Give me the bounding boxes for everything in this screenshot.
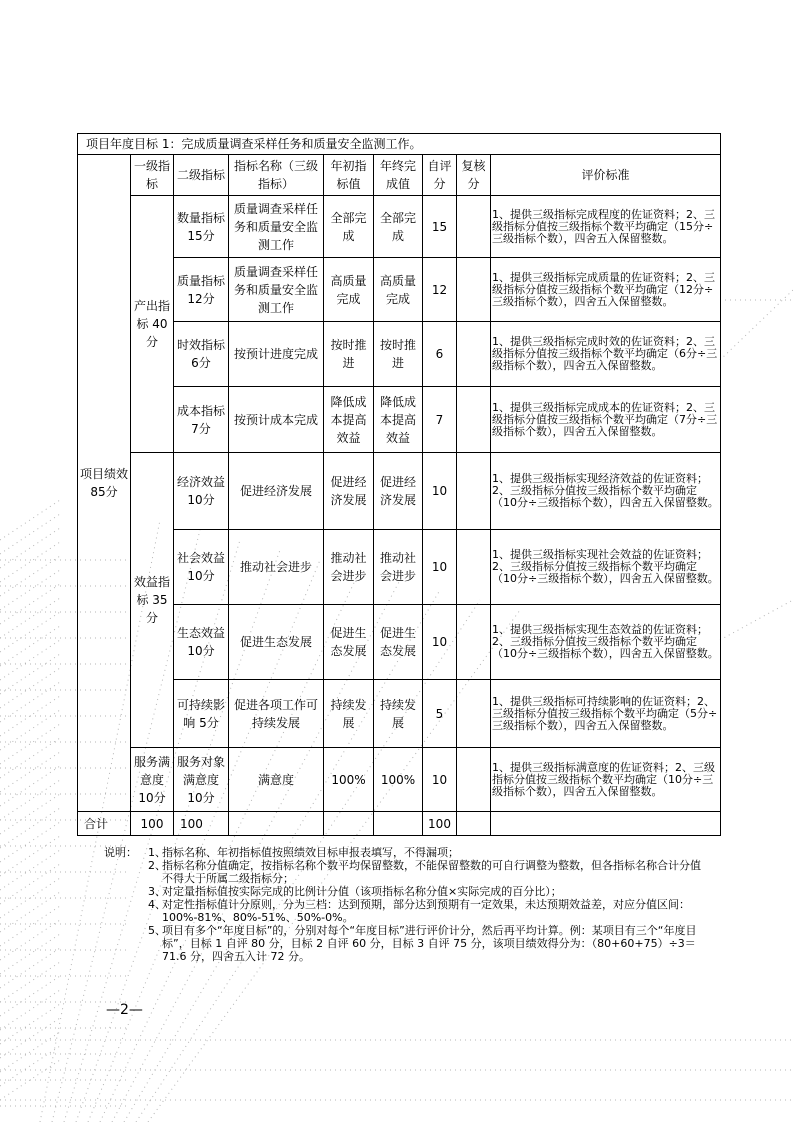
total-empty — [457, 812, 491, 836]
cell-self-score: 10 — [423, 605, 457, 680]
header-initial-value: 年初指标值 — [324, 155, 374, 196]
group-output: 产出指标 40分 — [131, 196, 174, 453]
cell-review-score — [457, 387, 491, 453]
note-number: 3、 — [148, 885, 166, 898]
table-row — [78, 453, 721, 530]
cell-final: 高质量完成 — [374, 258, 423, 322]
cell-indicator-name: 质量调查采样任务和质量安全监测工作 — [229, 258, 324, 322]
note-number: 5、 — [148, 924, 166, 937]
cell-standard: 1、提供三级指标实现经济效益的佐证资料；2、三级指标分值按三级指标个数平均确定（10分÷三级指标个数），四舍五入保留整数。 — [491, 453, 721, 530]
cell-indicator-name: 促进生态发展 — [229, 605, 324, 680]
notes-section — [104, 846, 704, 963]
cell-level2: 经济效益 10分 — [174, 453, 229, 530]
cell-standard: 1、提供三级指标完成成本的佐证资料；2、三级指标分值按三级指标个数平均确定（7分÷三级指标个数），四舍五入保留整数。 — [491, 387, 721, 453]
total-empty — [374, 812, 423, 836]
cell-self-score: 10 — [423, 530, 457, 605]
table-row — [78, 258, 721, 322]
note-text: 指标名称分值确定，按指标名称个数平均保留整数，不能保留整数的可自行调整为整数，但各指标名称合计分值不得大于所属二级指标分； — [162, 859, 701, 885]
total-row — [78, 812, 721, 836]
page-number: —2— — [106, 1002, 143, 1018]
header-level2: 二级指标 — [174, 155, 229, 196]
table-row — [78, 748, 721, 812]
cell-review-score — [457, 530, 491, 605]
cell-review-score — [457, 322, 491, 387]
total-empty — [324, 812, 374, 836]
cell-initial: 降低成本提高效益 — [324, 387, 374, 453]
note-item — [104, 924, 704, 963]
note-item — [104, 846, 704, 859]
cell-final: 持续发展 — [374, 680, 423, 748]
note-text: 指标名称、年初指标值按照绩效目标申报表填写，不得漏项； — [162, 846, 459, 859]
cell-final: 全部完成 — [374, 196, 423, 258]
total-empty — [491, 812, 721, 836]
cell-standard: 1、提供三级指标完成程度的佐证资料；2、三级指标分值按三级指标个数平均确定（15分÷三级指标个数），四舍五入保留整数。 — [491, 196, 721, 258]
cell-standard: 1、提供三级指标可持续影响的佐证资料；2、三级指标分值按三级指标个数平均确定（5分÷三级指标个数），四舍五入保留整数。 — [491, 680, 721, 748]
note-text: 对定量指标值按实际完成的比例计分值（该项指标名称分值×实际完成的百分比）； — [162, 885, 562, 898]
group-service: 服务满意度 10分 — [131, 748, 174, 812]
cell-level2: 数量指标 15分 — [174, 196, 229, 258]
goal-row — [78, 134, 721, 155]
cell-final: 按时推进 — [374, 322, 423, 387]
header-review-score: 复核分 — [457, 155, 491, 196]
note-number: 1、 — [148, 846, 166, 859]
cell-indicator-name: 促进经济发展 — [229, 453, 324, 530]
cell-initial: 高质量完成 — [324, 258, 374, 322]
cell-final: 促进生态发展 — [374, 605, 423, 680]
group-benefit: 效益指标 35分 — [131, 453, 174, 748]
cell-initial: 按时推进 — [324, 322, 374, 387]
background-dot-line — [0, 500, 60, 540]
cell-final: 100% — [374, 748, 423, 812]
cell-standard: 1、提供三级指标实现社会效益的佐证资料；2、三级指标分值按三级指标个数平均确定（10分÷三级指标个数），四舍五入保留整数。 — [491, 530, 721, 605]
header-final-value: 年终完成值 — [374, 155, 423, 196]
notes-label: 说明： — [104, 846, 137, 859]
cell-indicator-name: 按预计成本完成 — [229, 387, 324, 453]
cell-initial: 100% — [324, 748, 374, 812]
cell-initial: 促进经济发展 — [324, 453, 374, 530]
cell-review-score — [457, 605, 491, 680]
performance-evaluation-table — [77, 133, 721, 836]
project-performance-label: 项目绩效85分 — [78, 155, 131, 812]
cell-self-score: 15 — [423, 196, 457, 258]
cell-level2: 社会效益 10分 — [174, 530, 229, 605]
total-label: 合计 — [78, 812, 131, 836]
cell-final: 降低成本提高效益 — [374, 387, 423, 453]
background-dot-line — [720, 600, 793, 640]
cell-review-score — [457, 196, 491, 258]
cell-standard: 1、提供三级指标实现生态效益的佐证资料；2、三级指标分值按三级指标个数平均确定（10分÷三级指标个数），四舍五入保留整数。 — [491, 605, 721, 680]
cell-indicator-name: 满意度 — [229, 748, 324, 812]
annual-goal: 项目年度目标 1：完成质量调查采样任务和质量安全监测工作。 — [78, 134, 721, 155]
note-number: 4、 — [148, 898, 166, 911]
header-row — [78, 155, 721, 196]
table-row — [78, 530, 721, 605]
table-row — [78, 680, 721, 748]
cell-final: 推动社会进步 — [374, 530, 423, 605]
cell-review-score — [457, 748, 491, 812]
cell-indicator-name: 促进各项工作可持续发展 — [229, 680, 324, 748]
cell-initial: 全部完成 — [324, 196, 374, 258]
table-row — [78, 387, 721, 453]
cell-indicator-name: 按预计进度完成 — [229, 322, 324, 387]
cell-initial: 促进生态发展 — [324, 605, 374, 680]
cell-self-score: 6 — [423, 322, 457, 387]
cell-review-score — [457, 680, 491, 748]
cell-self-score: 5 — [423, 680, 457, 748]
table-row — [78, 322, 721, 387]
note-number: 2、 — [148, 859, 166, 872]
cell-final: 促进经济发展 — [374, 453, 423, 530]
cell-level2: 服务对象满意度 10分 — [174, 748, 229, 812]
cell-level2: 成本指标 7分 — [174, 387, 229, 453]
cell-initial: 持续发展 — [324, 680, 374, 748]
cell-self-score: 7 — [423, 387, 457, 453]
cell-review-score — [457, 258, 491, 322]
table-row — [78, 196, 721, 258]
table-row — [78, 605, 721, 680]
cell-self-score: 10 — [423, 453, 457, 530]
cell-level2: 时效指标 6分 — [174, 322, 229, 387]
cell-review-score — [457, 453, 491, 530]
cell-standard: 1、提供三级指标满意度的佐证资料；2、三级指标分值按三级指标个数平均确定（10分÷三级指标个数），四舍五入保留整数。 — [491, 748, 721, 812]
cell-self-score: 10 — [423, 748, 457, 812]
header-level1: 一级指标 — [131, 155, 174, 196]
cell-standard: 1、提供三级指标完成时效的佐证资料；2、三级指标分值按三级指标个数平均确定（6分÷三级指标个数），四舍五入保留整数。 — [491, 322, 721, 387]
note-text: 对定性指标值计分原则，分为三档：达到预期，部分达到预期有一定效果，未达预期效益差，对应分值区间：100%-81%、80%-51%、50%-0%。 — [162, 898, 690, 924]
cell-initial: 推动社会进步 — [324, 530, 374, 605]
cell-level2: 质量指标 12分 — [174, 258, 229, 322]
cell-standard: 1、提供三级指标完成质量的佐证资料；2、三级指标分值按三级指标个数平均确定（12分÷三级指标个数），四舍五入保留整数。 — [491, 258, 721, 322]
cell-level2: 可持续影响 5分 — [174, 680, 229, 748]
note-item — [104, 885, 704, 898]
header-standard: 评价标准 — [491, 155, 721, 196]
total-empty — [229, 812, 324, 836]
header-indicator-name: 指标名称（三级指标） — [229, 155, 324, 196]
total-self-score: 100 — [423, 812, 457, 836]
cell-level2: 生态效益 10分 — [174, 605, 229, 680]
header-self-score: 自评分 — [423, 155, 457, 196]
total-level1: 100 — [131, 812, 174, 836]
cell-indicator-name: 质量调查采样任务和质量安全监测工作 — [229, 196, 324, 258]
total-level2: 100 — [174, 812, 229, 836]
cell-indicator-name: 推动社会进步 — [229, 530, 324, 605]
evaluation-table-wrapper — [77, 133, 720, 836]
cell-self-score: 12 — [423, 258, 457, 322]
note-item — [104, 898, 704, 924]
note-text: 项目有多个“年度目标”的，分别对每个“年度目标”进行评价计分，然后再平均计算。例：某项目有三个“年度目标”，目标 1 自评 80 分，目标 2 自评 60 分，目标 3 自评 75 分，该项目绩效得分为：（80+60+75）÷3＝71.6 分，四舍五入计 72 分。 — [162, 924, 697, 963]
note-item — [104, 859, 704, 885]
